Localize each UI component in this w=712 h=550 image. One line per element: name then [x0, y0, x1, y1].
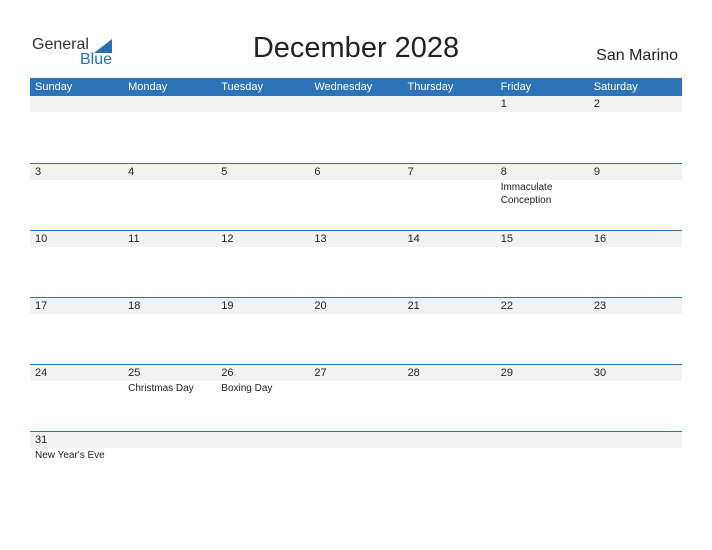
week-row: [30, 230, 682, 297]
weekday-monday: Monday: [128, 81, 168, 93]
day-number: 9: [593, 166, 600, 178]
logo-blue-text: Blue: [80, 51, 113, 68]
day-number: 18: [128, 300, 141, 312]
day-number: 14: [407, 233, 420, 245]
day-number: 17: [35, 300, 48, 312]
day-cell: [30, 432, 123, 498]
day-cell: [309, 96, 402, 163]
day-cell: [123, 164, 216, 230]
day-number: 29: [500, 367, 513, 379]
day-cell: [496, 164, 589, 230]
day-cell: [123, 231, 216, 297]
day-cell: [496, 432, 589, 498]
day-cell: [216, 231, 309, 297]
weeks-container: [30, 96, 682, 498]
weekday-thursday: Thursday: [407, 81, 454, 93]
day-cell: [30, 231, 123, 297]
day-number: 6: [314, 166, 321, 178]
day-number: 16: [593, 233, 607, 245]
day-number: 30: [593, 367, 607, 379]
day-number: 28: [407, 367, 420, 379]
week-row: [30, 431, 682, 498]
day-cell: [30, 96, 123, 163]
day-cell: [403, 432, 496, 498]
day-number: 7: [407, 166, 414, 178]
day-number: 23: [593, 300, 607, 312]
calendar-grid: [30, 78, 682, 498]
weekday-friday: Friday: [500, 81, 532, 93]
weekday-saturday: Saturday: [593, 81, 638, 93]
week-row: [30, 297, 682, 364]
day-cell: [589, 96, 682, 163]
day-number: 26: [221, 367, 234, 379]
day-number: 20: [314, 300, 327, 312]
day-cell: [589, 432, 682, 498]
day-number: 31: [35, 434, 48, 446]
day-cell: [30, 164, 123, 230]
day-number: 2: [593, 98, 600, 110]
day-number: 19: [221, 300, 234, 312]
day-number: 5: [221, 166, 228, 178]
day-cell: [496, 231, 589, 297]
day-number: 3: [35, 166, 42, 178]
day-cell: [123, 432, 216, 498]
day-number: 21: [407, 300, 420, 312]
holiday-label: Christmas Day: [128, 383, 194, 394]
week-row: [30, 96, 682, 163]
day-cell: [403, 164, 496, 230]
day-cell: [309, 164, 402, 230]
weekday-header: [30, 78, 682, 96]
day-cell: [496, 298, 589, 364]
day-cell: [496, 365, 589, 431]
day-number: 24: [35, 367, 48, 379]
day-number: 12: [221, 233, 234, 245]
day-number: 27: [314, 367, 327, 379]
day-cell: [589, 298, 682, 364]
day-number: 15: [500, 233, 513, 245]
day-cell: [216, 432, 309, 498]
day-cell: [30, 365, 123, 431]
weekday-tuesday: Tuesday: [221, 81, 264, 93]
country-label: San Marino: [596, 47, 678, 64]
day-cell: [403, 231, 496, 297]
holiday-label: New Year's Eve: [35, 450, 105, 461]
day-cell: [123, 365, 216, 431]
day-cell: [309, 298, 402, 364]
logo-general-text: General: [32, 36, 89, 53]
day-cell: [216, 96, 309, 163]
day-number: 13: [314, 233, 327, 245]
day-cell: [309, 432, 402, 498]
day-cell: [216, 164, 309, 230]
day-cell: [589, 231, 682, 297]
day-number: 1: [500, 98, 507, 110]
weekday-sunday: Sunday: [35, 81, 73, 93]
day-cell: [403, 96, 496, 163]
day-cell: [30, 298, 123, 364]
week-row: [30, 163, 682, 230]
day-cell: [403, 365, 496, 431]
page-title: December 2028: [252, 32, 460, 64]
day-cell: [589, 365, 682, 431]
day-cell: [123, 96, 216, 163]
holiday-label: Boxing Day: [221, 383, 273, 394]
day-number: 8: [500, 166, 507, 178]
day-number: 11: [128, 233, 140, 245]
day-cell: [496, 96, 589, 163]
holiday-label: Immaculate Conception: [500, 182, 553, 206]
day-number: 4: [128, 166, 135, 178]
day-number: 25: [128, 367, 141, 379]
day-cell: [309, 365, 402, 431]
day-cell: [403, 298, 496, 364]
day-number: 22: [500, 300, 513, 312]
weekday-wednesday: Wednesday: [314, 81, 373, 93]
day-cell: [216, 365, 309, 431]
week-row: [30, 364, 682, 431]
day-cell: [589, 164, 682, 230]
day-cell: [309, 231, 402, 297]
day-number: 10: [35, 233, 48, 245]
day-cell: [123, 298, 216, 364]
day-cell: [216, 298, 309, 364]
